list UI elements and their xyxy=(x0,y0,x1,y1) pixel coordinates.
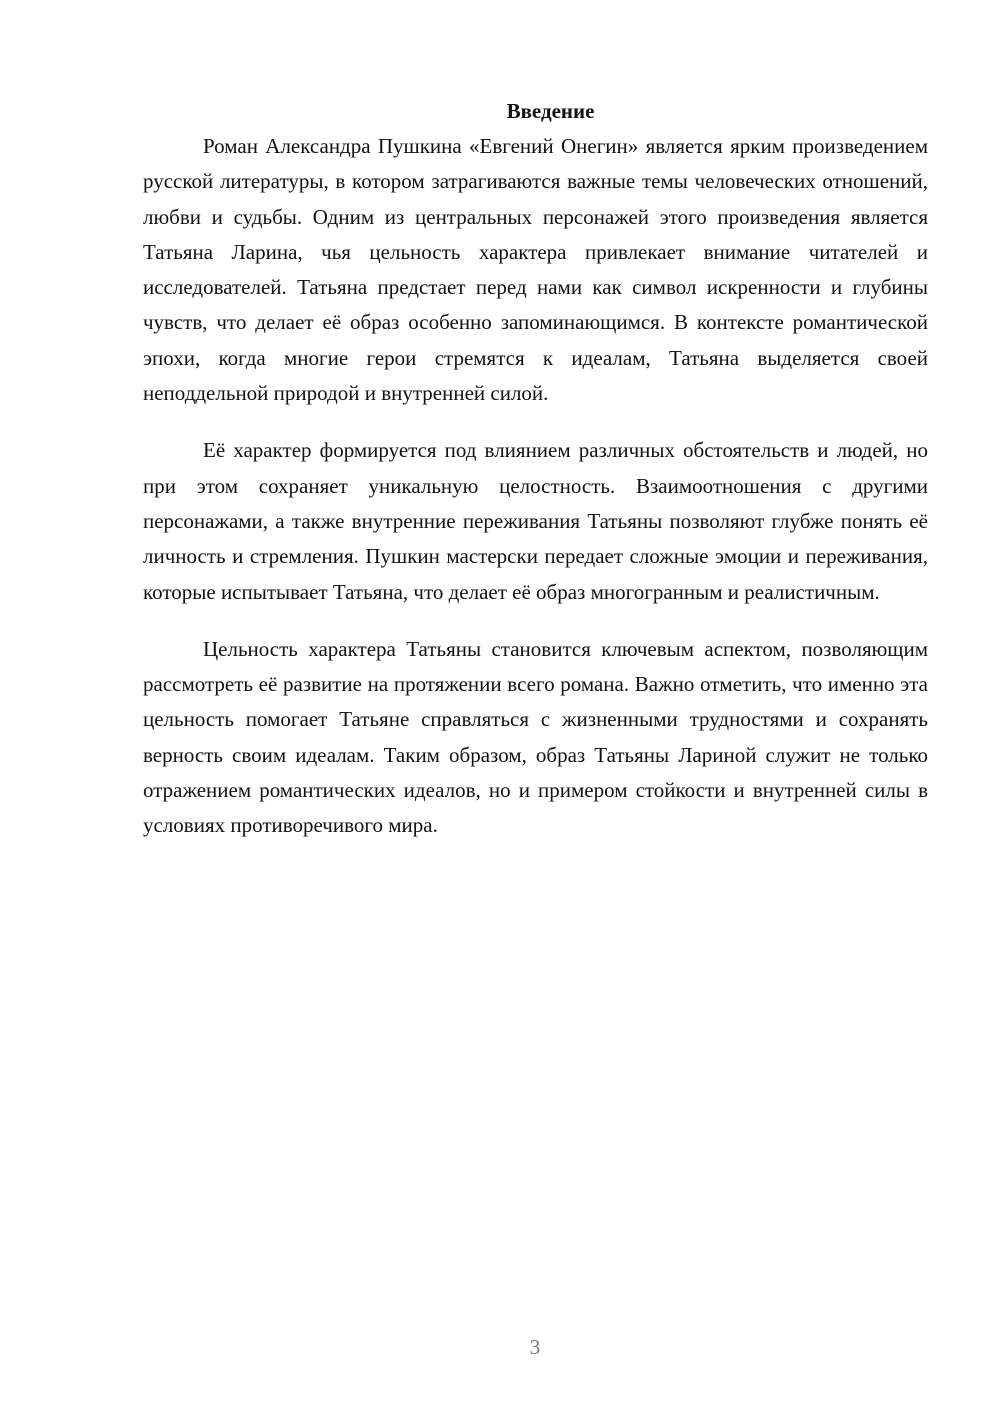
section-heading: Введение xyxy=(506,99,595,123)
page-content xyxy=(143,94,928,844)
paragraph-2: Её характер формируется под влиянием различных обстоятельств и людей, но при этом сохраняет уникальную целостность. Взаимоотношения с другими персонажами, а также внутренние переживания Татьяны позволяют глубже понять её личность и стремления. Пушкин мастерски передает сложные эмоции и переживания, которые испытывает Татьяна, что делает её образ многогранным и реалистичным. xyxy=(143,438,928,604)
paragraph-1: Роман Александра Пушкина «Евгений Онегин» является ярким произведением русской литературы, в котором затрагиваются важные темы человеческих отношений, любви и судьбы. Одним из центральных персонажей этого произведения является Татьяна Ларина, чья цельность характера привлекает внимание читателей и исследователей. Татьяна предстает перед нами как символ искренности и глубины чувств, что делает её образ особенно запоминающимся. В контексте романтической эпохи, когда многие герои стремятся к идеалам, Татьяна выделяется своей неподдельной природой и внутренней силой. xyxy=(143,134,928,406)
page-number: 3 xyxy=(529,1335,541,1359)
paragraph-3: Цельность характера Татьяны становится ключевым аспектом, позволяющим рассмотреть её развитие на протяжении всего романа. Важно отметить, что именно эта цельность помогает Татьяне справляться с жизненными трудностями и сохранять верность своим идеалам. Таким образом, образ Татьяны Лариной служит не только отражением романтических идеалов, но и примером стойкости и внутренней силы в условиях противоречивого мира. xyxy=(143,636,928,838)
